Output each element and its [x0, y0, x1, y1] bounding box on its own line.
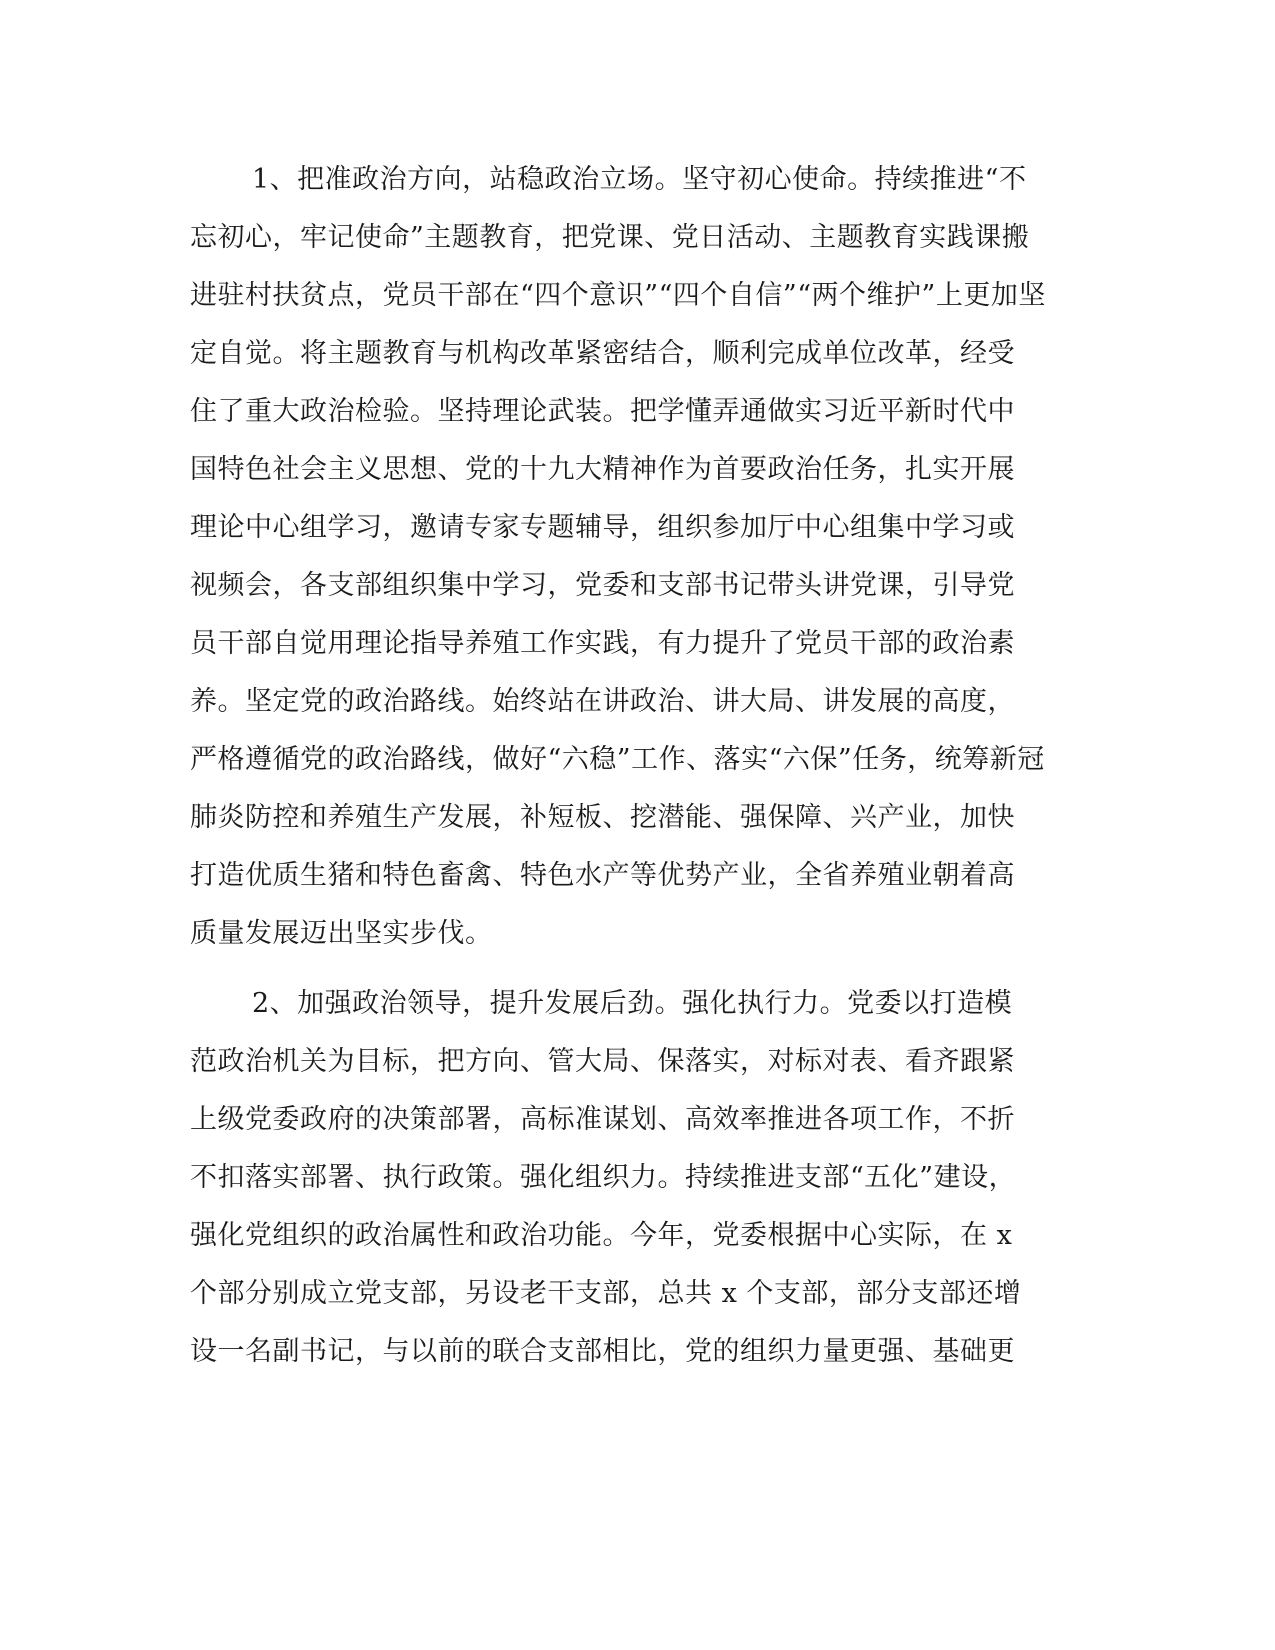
paragraph-2-line-6: 个部分别成立党支部，另设老干支部，总共 x 个支部，部分支部还增 [190, 1278, 1022, 1309]
paragraph-1-line-8: 视频会，各支部组织集中学习，党委和支部书记带头讲党课，引导党 [190, 570, 1015, 601]
paragraph-1-line-4: 定自觉。将主题教育与机构改革紧密结合，顺利完成单位改革，经受 [190, 338, 1015, 369]
paragraph-1-line-7: 理论中心组学习，邀请专家专题辅导，组织参加厅中心组集中学习或 [190, 512, 1015, 543]
paragraph-1-line-12: 肺炎防控和养殖生产发展，补短板、挖潜能、强保障、兴产业，加快 [190, 802, 1015, 833]
paragraph-1-line-10: 养。坚定党的政治路线。始终站在讲政治、讲大局、讲发展的高度， [190, 686, 1015, 717]
paragraph-1-line-6: 国特色社会主义思想、党的十九大精神作为首要政治任务，扎实开展 [190, 454, 1015, 485]
paragraph-2-line-4: 不扣落实部署、执行政策。强化组织力。持续推进支部“五化”建设， [190, 1162, 1017, 1193]
paragraph-2-line-2: 范政治机关为目标，把方向、管大局、保落实，对标对表、看齐跟紧 [190, 1046, 1015, 1077]
paragraph-2-line-3: 上级党委政府的决策部署，高标准谋划、高效率推进各项工作，不折 [190, 1104, 1015, 1135]
paragraph-1-line-13: 打造优质生猪和特色畜禽、特色水产等优势产业，全省养殖业朝着高 [190, 860, 1015, 891]
paragraph-1-line-11: 严格遵循党的政治路线，做好“六稳”工作、落实“六保”任务，统筹新冠 [190, 744, 1045, 775]
paragraph-2-line-1: 2、加强政治领导，提升发展后劲。强化执行力。党委以打造模 [252, 988, 1013, 1019]
paragraph-1-line-5: 住了重大政治检验。坚持理论武装。把学懂弄通做实习近平新时代中 [190, 396, 1015, 427]
paragraph-1-line-3: 进驻村扶贫点，党员干部在“四个意识”“四个自信”“两个维护”上更加坚 [190, 280, 1046, 311]
paragraph-1-line-2: 忘初心，牢记使命”主题教育，把党课、党日活动、主题教育实践课搬 [190, 222, 1030, 253]
paragraph-1-line-9: 员干部自觉用理论指导养殖工作实践，有力提升了党员干部的政治素 [190, 628, 1015, 659]
paragraph-1-line-1: 1、把准政治方向，站稳政治立场。坚守初心使命。持续推进“不 [252, 164, 1027, 195]
paragraph-2-line-7: 设一名副书记，与以前的联合支部相比，党的组织力量更强、基础更 [190, 1336, 1015, 1367]
paragraph-2-line-5: 强化党组织的政治属性和政治功能。今年，党委根据中心实际，在 x [190, 1220, 1013, 1251]
paragraph-1-line-14: 质量发展迈出坚实步伐。 [190, 918, 493, 949]
